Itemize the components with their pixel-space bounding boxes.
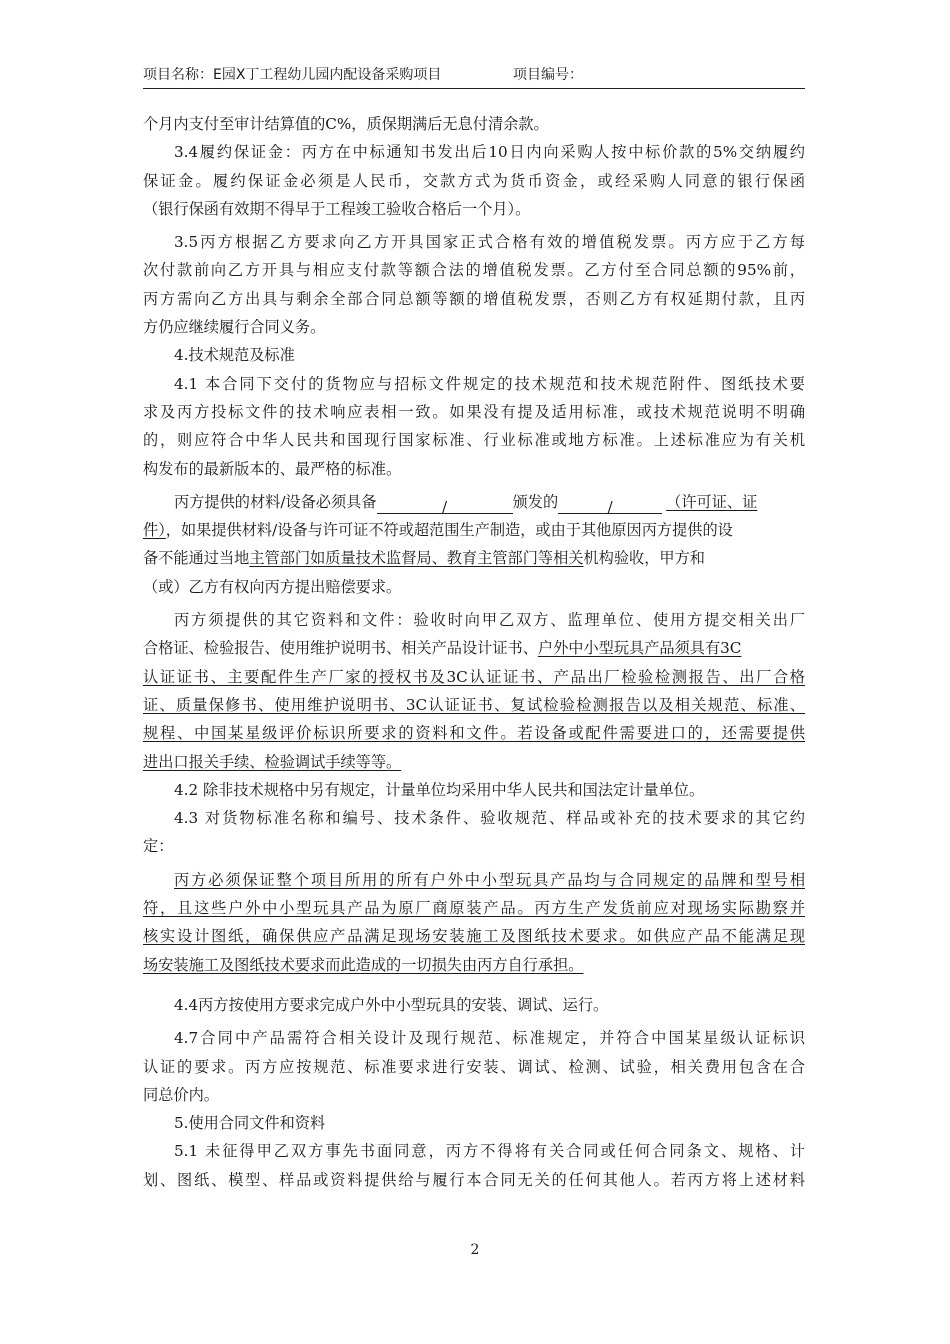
text-line: 同总价内。 bbox=[143, 1085, 219, 1104]
text-line: 场安装施工及图纸技术要求而此造成的一切损失由丙方自行承担。 bbox=[143, 955, 584, 974]
text-line: （或）乙方有权向丙方提出赔偿要求。 bbox=[143, 577, 402, 596]
blank-field: / bbox=[377, 493, 513, 514]
text-segment: 丙方提供的材料/设备必须具备 bbox=[174, 492, 377, 511]
text-line: 划、图纸、模型、样品或资料提供给与履行本合同无关的任何其他人。若丙方将上述材料 bbox=[143, 1170, 805, 1189]
text-line: 方仍应继续履行合同义务。 bbox=[143, 318, 326, 337]
project-name: 项目名称：E园X丁工程幼儿园内配设备采购项目 bbox=[143, 67, 442, 83]
text-line bbox=[143, 544, 805, 572]
text-line: 定： bbox=[143, 837, 174, 856]
text-line: 符，且这些户外中小型玩具产品为原厂商原装产品。丙方生产发货前应对现场实际勘察并 bbox=[143, 899, 805, 918]
section-heading: 4.技术规范及标准 bbox=[174, 346, 295, 365]
text-segment: ，如果提供材料/设备与许可证不符或超范围生产制造，或由于其他原因丙方提供的设 bbox=[165, 521, 733, 540]
text-line: 构发布的最新版本的、最严格的标准。 bbox=[143, 459, 402, 478]
text-line: 进出口报关手续、检验调试手续等等。 bbox=[143, 752, 402, 771]
text-line: 4.3 对货物标准名称和编号、技术条件、验收规范、样品或补充的技术要求的其它约 bbox=[174, 809, 805, 828]
text-line: 次付款前向乙方开具与相应支付款等额合法的增值税发票。乙方付至合同总额的95%前， bbox=[143, 261, 805, 280]
text-line: 4.2 除非技术规格中另有规定，计量单位均采用中华人民共和国法定计量单位。 bbox=[174, 780, 705, 799]
text-segment: 机构验收，甲方和 bbox=[583, 549, 705, 568]
project-number: 项目编号： bbox=[513, 67, 583, 83]
text-line: 证、质量保修书、使用维护说明书、3C认证证书、复试检验检测报告以及相关规范、标准、 bbox=[143, 695, 805, 714]
text-segment: 件） bbox=[143, 521, 166, 540]
text-line: 3.4履约保证金：丙方在中标通知书发出后10日内向采购人按中标价款的5%交纳履约 bbox=[174, 143, 805, 162]
text-segment: （许可证、证 bbox=[666, 492, 758, 511]
page-header bbox=[143, 64, 805, 89]
text-line: 核实设计图纸，确保供应产品满足现场安装施工及图纸技术要求。如供应产品不能满足现 bbox=[143, 927, 805, 946]
text-line: 规程、中国某星级评价标识所要求的资料和文件。若设备或配件需要进口的，还需要提供 bbox=[143, 724, 805, 743]
text-line: 认证证书、主要配件生产厂家的授权书及3C认证证书、产品出厂检验检测报告、出厂合格 bbox=[143, 667, 805, 686]
section-heading: 5.使用合同文件和资料 bbox=[174, 1114, 326, 1133]
text-line bbox=[143, 488, 805, 516]
text-line: 的，则应符合中华人民共和国现行国家标准、行业标准或地方标准。上述标准应为有关机 bbox=[143, 431, 805, 450]
text-line: 5.1 未征得甲乙双方事先书面同意，丙方不得将有关合同或任何合同条文、规格、计 bbox=[174, 1142, 805, 1161]
text-line: 丙方必须保证整个项目所用的所有户外中小型玩具产品均与合同规定的品牌和型号相 bbox=[174, 870, 805, 889]
text-line: 丙方需向乙方出具与剩余全部合同总额等额的增值税发票，否则乙方有权延期付款，且丙 bbox=[143, 289, 805, 308]
text-line: 个月内支付至审计结算值的C%，质保期满后无息付清余款。 bbox=[143, 115, 549, 133]
text-segment: 户外中小型玩具产品须具有3C bbox=[537, 639, 742, 658]
text-segment: 主管部门如质量技术监督局、教育主管部门等相关 bbox=[249, 549, 584, 568]
text-line bbox=[143, 634, 805, 662]
page-number: 2 bbox=[470, 1242, 480, 1258]
text-line: 求及丙方投标文件的技术响应表相一致。如果没有提及适用标准，或技术规范说明不明确 bbox=[143, 402, 805, 421]
text-line: 保证金。履约保证金必须是人民币，交款方式为货币资金，或经采购人同意的银行保函 bbox=[143, 171, 805, 190]
text-line bbox=[143, 516, 805, 544]
document-body bbox=[143, 110, 805, 1194]
text-line: 4.7合同中产品需符合相关设计及现行规范、标准规定，并符合中国某星级认证标识 bbox=[174, 1029, 805, 1048]
text-line: 认证的要求。丙方应按规范、标准要求进行安装、调试、检测、试验，相关费用包含在合 bbox=[143, 1057, 805, 1076]
text-line: 4.4丙方按使用方要求完成户外中小型玩具的安装、调试、运行。 bbox=[174, 995, 609, 1014]
text-line: 丙方须提供的其它资料和文件：验收时向甲乙双方、监理单位、使用方提交相关出厂 bbox=[174, 611, 805, 630]
text-segment: 备不能通过当地 bbox=[143, 549, 250, 568]
text-segment: 合格证、检验报告、使用维护说明书、相关产品设计证书、 bbox=[143, 639, 538, 658]
text-line: 4.1 本合同下交付的货物应与招标文件规定的技术规范和技术规范附件、图纸技术要 bbox=[174, 374, 805, 393]
text-line: （银行保函有效期不得早于工程竣工验收合格后一个月）。 bbox=[143, 199, 531, 218]
text-line: 3.5丙方根据乙方要求向乙方开具国家正式合格有效的增值税发票。丙方应于乙方每 bbox=[174, 233, 805, 252]
blank-field: / bbox=[558, 493, 662, 514]
text-segment: 颁发的 bbox=[512, 492, 559, 511]
